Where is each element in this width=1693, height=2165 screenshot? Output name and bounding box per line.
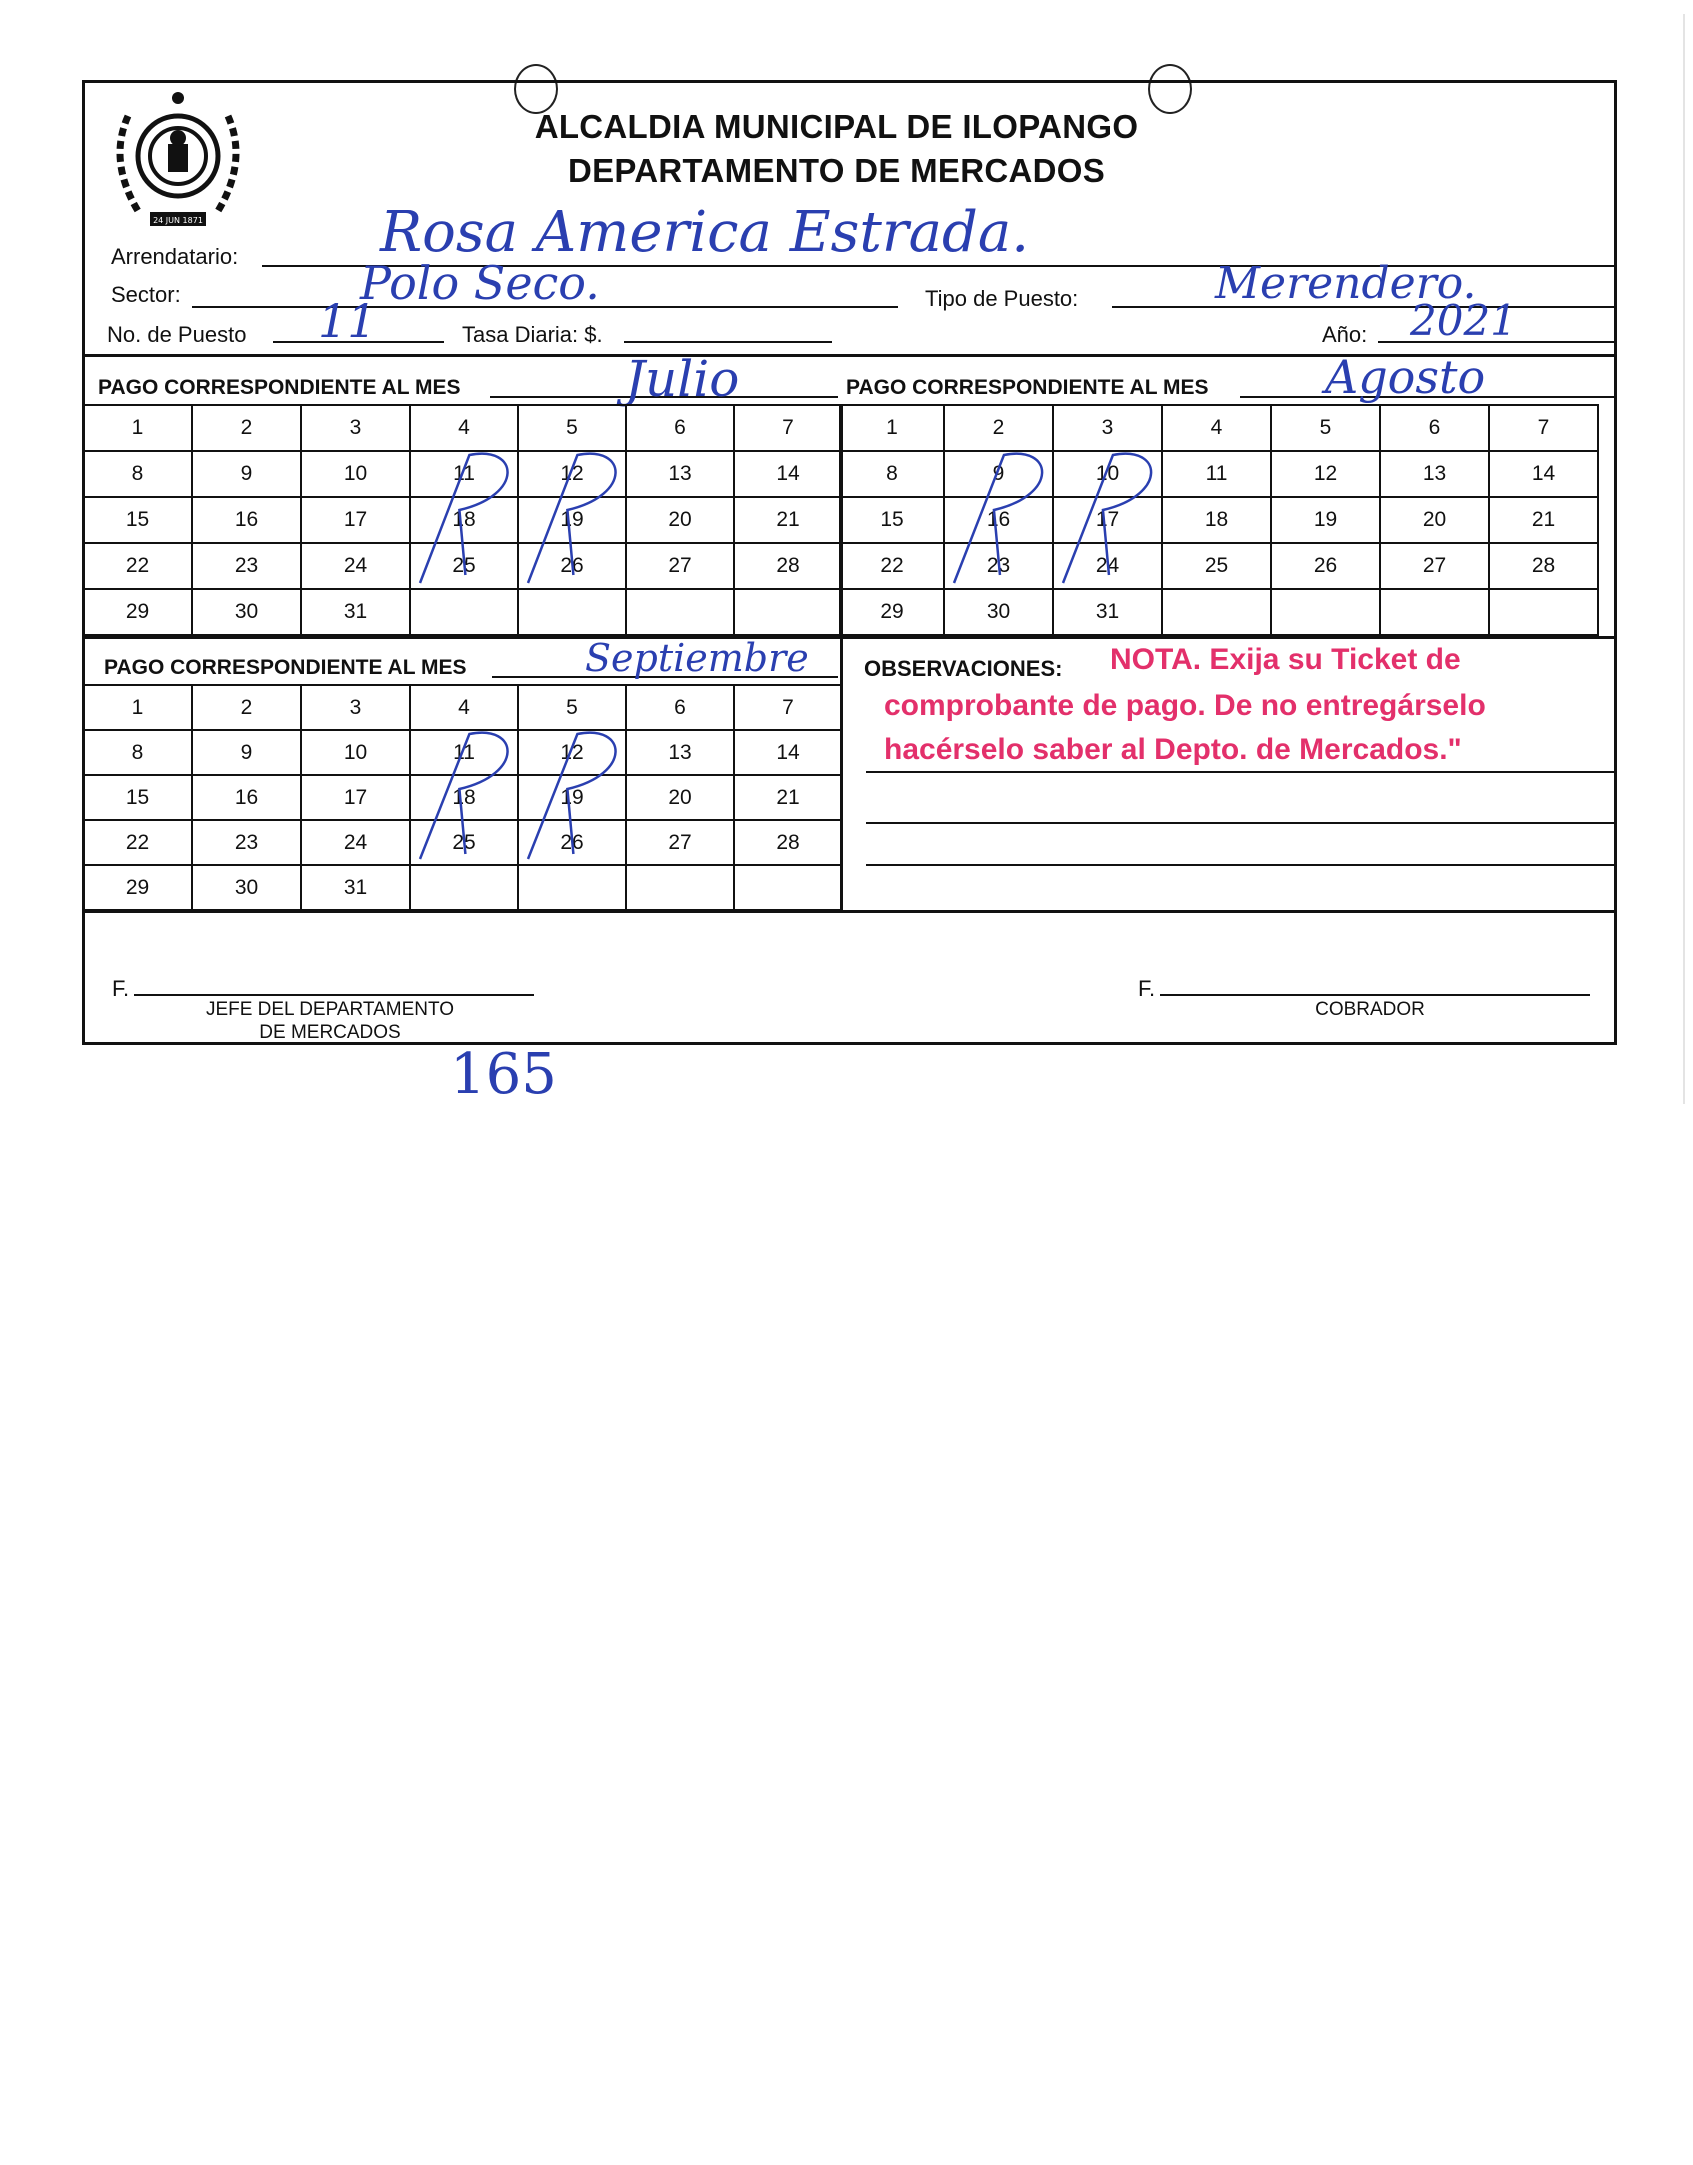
day-cell-19: 19 — [518, 775, 626, 820]
day-cell-17: 17 — [1053, 497, 1162, 543]
payment-initial-stroke — [420, 454, 508, 583]
day-cell-30: 30 — [192, 865, 301, 910]
day-cell-14: 14 — [1489, 451, 1598, 497]
day-cell-29: 29 — [83, 589, 192, 635]
day-cell-8: 8 — [83, 451, 192, 497]
note-line-2: comprobante de pago. De no entregárselo — [884, 689, 1486, 722]
day-cell-31: 31 — [301, 865, 410, 910]
payment-initial-stroke — [528, 454, 616, 583]
day-cell-1: 1 — [840, 405, 944, 451]
day-cell-2: 2 — [192, 405, 301, 451]
sig-left-title-1: JEFE DEL DEPARTAMENTO — [205, 999, 455, 1020]
day-cell-18: 18 — [410, 775, 518, 820]
anio-label: Año: — [1322, 322, 1368, 347]
day-cell-12: 12 — [518, 451, 626, 497]
day-cell-6: 6 — [626, 405, 734, 451]
day-cell-28: 28 — [734, 820, 842, 865]
day-cell-18: 18 — [410, 497, 518, 543]
day-cell-13: 13 — [626, 730, 734, 775]
seal-date: 24 JUN 1871 — [153, 216, 203, 225]
day-cell-7: 7 — [734, 685, 842, 730]
day-cell-23: 23 — [192, 820, 301, 865]
tipo-puesto-value: Merendero. — [1215, 258, 1477, 309]
day-cell-1: 1 — [83, 405, 192, 451]
day-cell-31: 31 — [301, 589, 410, 635]
day-cell-22: 22 — [83, 543, 192, 589]
sig-left-title-2: DE MERCADOS — [259, 1022, 401, 1043]
day-cell-2: 2 — [192, 685, 301, 730]
day-cell-9: 9 — [944, 451, 1053, 497]
tipo-puesto-label: Tipo de Puesto: — [925, 286, 1079, 311]
day-cell-13: 13 — [1380, 451, 1489, 497]
day-cell-25: 25 — [410, 543, 518, 589]
day-cell-30: 30 — [192, 589, 301, 635]
day-cell-11: 11 — [410, 451, 518, 497]
day-cell-29: 29 — [83, 865, 192, 910]
day-cell-27: 27 — [626, 543, 734, 589]
day-cell-26: 26 — [1271, 543, 1380, 589]
day-cell-24: 24 — [1053, 543, 1162, 589]
day-cell-20: 20 — [626, 497, 734, 543]
day-cell-17: 17 — [301, 775, 410, 820]
payment-initial-stroke — [1063, 454, 1151, 583]
day-cell-16: 16 — [944, 497, 1053, 543]
day-cell-21: 21 — [1489, 497, 1598, 543]
day-cell-19: 19 — [518, 497, 626, 543]
day-cell-14: 14 — [734, 730, 842, 775]
day-cell-9: 9 — [192, 451, 301, 497]
day-cell-12: 12 — [518, 730, 626, 775]
day-cell-24: 24 — [301, 820, 410, 865]
day-cell-23: 23 — [192, 543, 301, 589]
day-cell-19: 19 — [1271, 497, 1380, 543]
day-cell-21: 21 — [734, 775, 842, 820]
day-cell-3: 3 — [301, 405, 410, 451]
arrendatario-label: Arrendatario: — [111, 244, 239, 269]
day-cell-13: 13 — [626, 451, 734, 497]
day-cell-4: 4 — [410, 405, 518, 451]
month3-value: Septiembre — [585, 636, 809, 680]
day-cell-5: 5 — [1271, 405, 1380, 451]
day-cell-28: 28 — [734, 543, 842, 589]
day-cell-14: 14 — [734, 451, 842, 497]
day-cell-5: 5 — [518, 405, 626, 451]
day-cell-18: 18 — [1162, 497, 1271, 543]
day-cell-29: 29 — [840, 589, 944, 635]
day-cell-30: 30 — [944, 589, 1053, 635]
anio-value: 2021 — [1410, 296, 1517, 345]
day-cell-26: 26 — [518, 820, 626, 865]
header-title: ALCALDIA MUNICIPAL DE ILOPANGO — [534, 108, 1139, 145]
arrendatario-value: Rosa America Estrada. — [380, 200, 1030, 265]
day-cell-26: 26 — [518, 543, 626, 589]
day-cell-16: 16 — [192, 775, 301, 820]
day-cell-8: 8 — [83, 730, 192, 775]
month1-value: Julio — [625, 350, 740, 408]
day-cell-4: 4 — [1162, 405, 1271, 451]
payment-initial-stroke — [954, 454, 1042, 583]
note-line-3: hacérselo saber al Depto. de Mercados." — [884, 733, 1462, 766]
day-cell-25: 25 — [410, 820, 518, 865]
day-cell-28: 28 — [1489, 543, 1598, 589]
day-cell-15: 15 — [840, 497, 944, 543]
day-cell-12: 12 — [1271, 451, 1380, 497]
month2-label: PAGO CORRESPONDIENTE AL MES — [846, 376, 1209, 399]
month3-label: PAGO CORRESPONDIENTE AL MES — [104, 656, 467, 679]
day-cell-22: 22 — [83, 820, 192, 865]
month1-label: PAGO CORRESPONDIENTE AL MES — [98, 376, 461, 399]
day-cell-25: 25 — [1162, 543, 1271, 589]
day-cell-2: 2 — [944, 405, 1053, 451]
day-cell-15: 15 — [83, 497, 192, 543]
day-cell-22: 22 — [840, 543, 944, 589]
sig-right-prefix: F. — [1138, 976, 1156, 1001]
puesto-label: No. de Puesto — [107, 322, 247, 347]
handwritten-number: 165 — [450, 1042, 557, 1107]
day-cell-5: 5 — [518, 685, 626, 730]
day-cell-27: 27 — [1380, 543, 1489, 589]
tasa-label: Tasa Diaria: $. — [462, 322, 603, 347]
sector-value: Polo Seco. — [360, 256, 600, 310]
day-cell-6: 6 — [1380, 405, 1489, 451]
day-cell-31: 31 — [1053, 589, 1162, 635]
day-cell-24: 24 — [301, 543, 410, 589]
payment-initial-stroke — [420, 733, 508, 859]
day-cell-10: 10 — [301, 730, 410, 775]
puesto-value: 11 — [318, 294, 377, 348]
day-cell-11: 11 — [410, 730, 518, 775]
day-cell-4: 4 — [410, 685, 518, 730]
sig-right-title: COBRADOR — [1315, 999, 1425, 1020]
day-cell-6: 6 — [626, 685, 734, 730]
day-cell-1: 1 — [83, 685, 192, 730]
header-subtitle: DEPARTAMENTO DE MERCADOS — [567, 152, 1106, 189]
payment-initial-stroke — [528, 733, 616, 859]
observaciones-label: OBSERVACIONES: — [864, 656, 1063, 681]
day-cell-20: 20 — [626, 775, 734, 820]
day-cell-8: 8 — [840, 451, 944, 497]
day-cell-21: 21 — [734, 497, 842, 543]
day-cell-3: 3 — [1053, 405, 1162, 451]
day-cell-3: 3 — [301, 685, 410, 730]
day-cell-16: 16 — [192, 497, 301, 543]
day-cell-11: 11 — [1162, 451, 1271, 497]
day-cell-15: 15 — [83, 775, 192, 820]
day-cell-17: 17 — [301, 497, 410, 543]
day-cell-7: 7 — [1489, 405, 1598, 451]
sig-left-prefix: F. — [112, 976, 130, 1001]
day-cell-23: 23 — [944, 543, 1053, 589]
month2-value: Agosto — [1325, 350, 1486, 404]
day-cell-10: 10 — [1053, 451, 1162, 497]
day-cell-20: 20 — [1380, 497, 1489, 543]
sector-label: Sector: — [111, 282, 181, 307]
note-line-1: NOTA. Exija su Ticket de — [1110, 643, 1461, 676]
day-cell-27: 27 — [626, 820, 734, 865]
day-cell-7: 7 — [734, 405, 842, 451]
day-cell-10: 10 — [301, 451, 410, 497]
day-cell-9: 9 — [192, 730, 301, 775]
